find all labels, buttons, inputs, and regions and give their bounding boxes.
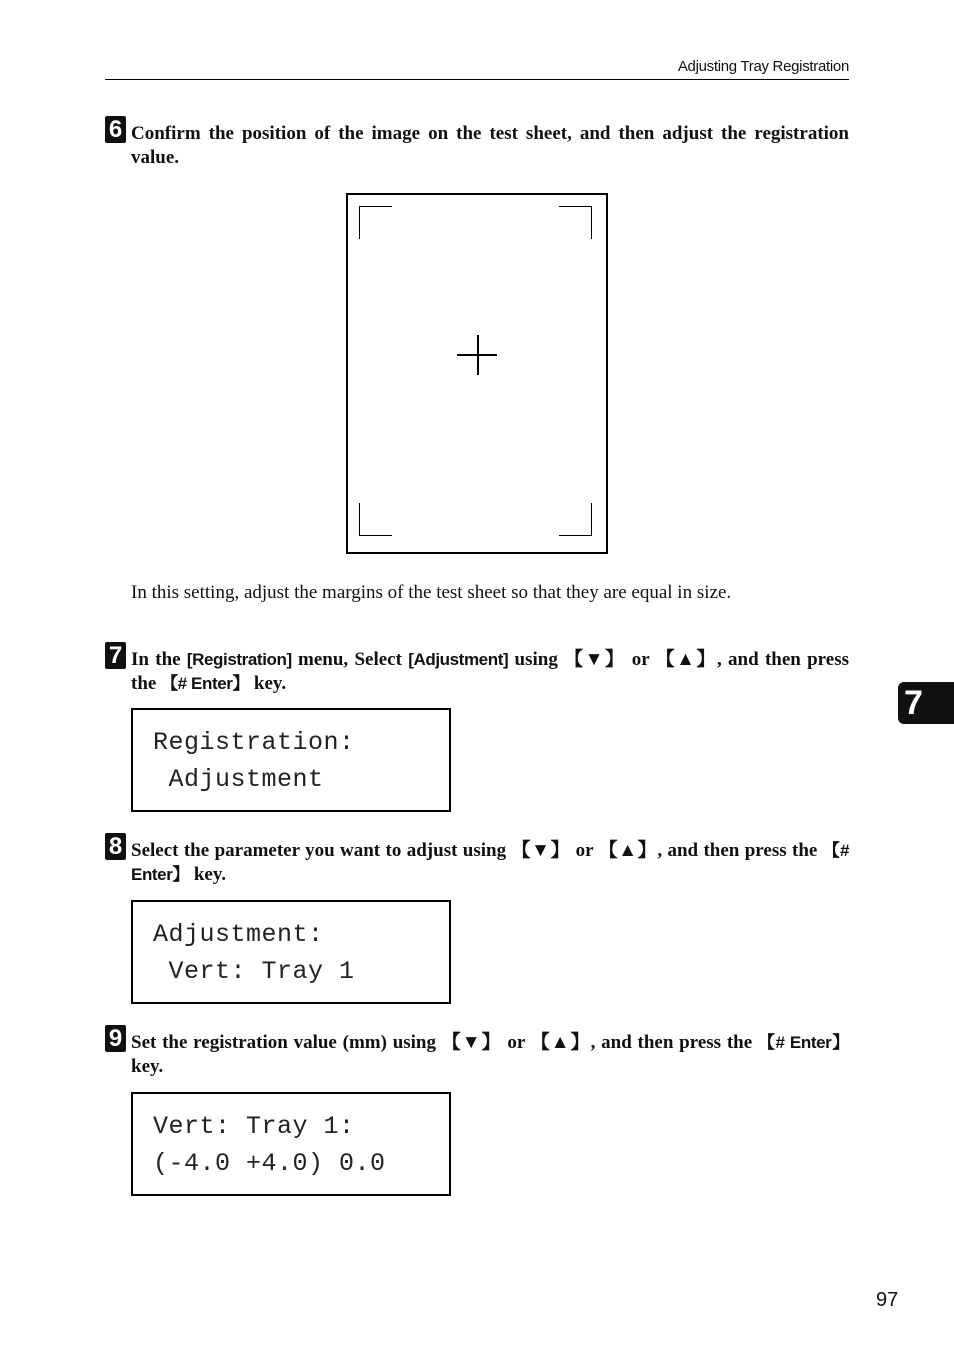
- lcd-line-1: Adjustment:: [153, 920, 324, 949]
- step-9-text: Set the registration value (mm) using 【▼】 or 【▲】, and then press the 【# Enter】 key.: [131, 1032, 849, 1077]
- up-key-label: 【▲】: [530, 1032, 591, 1053]
- lcd-display-registration: [131, 708, 451, 812]
- page-header: [105, 54, 849, 80]
- step-number-6: 6: [105, 116, 126, 143]
- lcd-line-1: Registration:: [153, 728, 355, 757]
- setting-note: In this setting, adjust the margins of the test sheet so that they are equal in size.: [131, 582, 732, 603]
- header-title: Adjusting Tray Registration: [677, 58, 849, 75]
- chapter-tab: 7: [898, 682, 954, 724]
- enter-key-label: 【# Enter】: [131, 841, 850, 884]
- lcd-display-vert-tray: [131, 1092, 451, 1196]
- down-key-label: 【▼】: [441, 1032, 502, 1053]
- lcd-display-adjustment: [131, 900, 451, 1004]
- lcd-line-1: Vert: Tray 1:: [153, 1112, 355, 1141]
- test-sheet-diagram: [346, 193, 608, 554]
- down-key-label: 【▼】: [511, 840, 571, 861]
- step-7-text: In the [Registration] menu, Select [Adjustment] using 【▼】 or 【▲】, and then press the 【# Enter】 key.: [131, 649, 849, 694]
- adjustment-menu-label: [Adjustment]: [408, 650, 509, 669]
- lcd-line-2: Adjustment: [153, 765, 324, 794]
- corner-mark-bottom-right: [559, 503, 592, 536]
- step-8-text: Select the parameter you want to adjust using 【▼】 or 【▲】, and then press the 【# Enter】 key.: [131, 840, 850, 885]
- step-number-7: 7: [105, 642, 126, 669]
- corner-mark-top-left: [359, 206, 392, 239]
- page-number: 97: [876, 1289, 899, 1311]
- step-number-8: 8: [105, 833, 126, 860]
- lcd-line-2: (-4.0 +4.0) 0.0: [153, 1149, 386, 1178]
- corner-mark-bottom-left: [359, 503, 392, 536]
- center-crosshair-vertical: [477, 335, 479, 375]
- down-key-label: 【▼】: [564, 649, 626, 670]
- corner-mark-top-right: [559, 206, 592, 239]
- step-6-text: Confirm the position of the image on the test sheet, and then adjust the registration value.: [131, 123, 849, 168]
- up-key-label: 【▲】: [598, 840, 658, 861]
- up-key-label: 【▲】: [655, 649, 718, 670]
- lcd-line-2: Vert: Tray 1: [153, 957, 355, 986]
- registration-menu-label: [Registration]: [186, 650, 292, 669]
- step-number-9: 9: [105, 1025, 126, 1052]
- enter-key-label: 【# Enter】: [161, 674, 250, 693]
- enter-key-label: 【# Enter】: [757, 1033, 849, 1052]
